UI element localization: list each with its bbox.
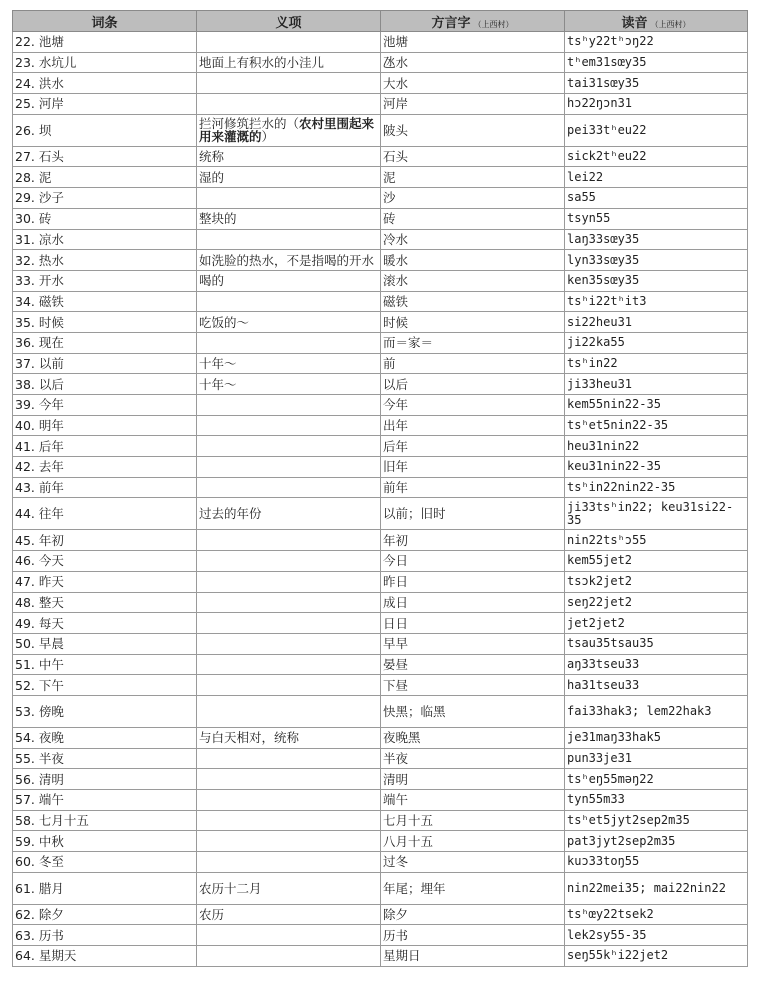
meaning-cell: 整块的 (197, 208, 381, 229)
meaning-cell (197, 436, 381, 457)
table-row (13, 374, 748, 395)
entry-cell: 22. 池塘 (13, 32, 197, 53)
reading-cell: si22heu31 (565, 312, 748, 333)
dialect-cell: 日日 (381, 613, 565, 634)
dialect-cell: 时候 (381, 312, 565, 333)
reading-cell: pat3jyt2sep2m35 (565, 831, 748, 852)
reading-cell: heu31nin22 (565, 436, 748, 457)
meaning-cell (197, 188, 381, 209)
meaning-cell: 过去的年份 (197, 498, 381, 530)
meaning-cell: 湿的 (197, 167, 381, 188)
entry-cell: 32. 热水 (13, 250, 197, 271)
meaning-cell (197, 395, 381, 416)
table-row (13, 395, 748, 416)
reading-cell: ji33tsʰin22; keu31si22-35 (565, 498, 748, 530)
reading-cell: lei22 (565, 167, 748, 188)
table-row (13, 852, 748, 873)
entry-cell: 23. 水坑儿 (13, 52, 197, 73)
meaning-cell (197, 592, 381, 613)
header-reading-sub: （上西村） (650, 19, 691, 29)
meaning-cell: 十年～ (197, 374, 381, 395)
dialect-cell: 陂头 (381, 114, 565, 146)
table-row (13, 250, 748, 271)
reading-cell: fai33hak3; lem22hak3 (565, 695, 748, 727)
meaning-cell (197, 613, 381, 634)
entry-cell: 56. 清明 (13, 769, 197, 790)
table-row (13, 291, 748, 312)
dialect-cell: 后年 (381, 436, 565, 457)
dialect-cell: 滚水 (381, 270, 565, 291)
meaning-cell (197, 790, 381, 811)
reading-cell: kem55nin22-35 (565, 395, 748, 416)
reading-cell: pun33je31 (565, 748, 748, 769)
reading-cell: kem55jet2 (565, 551, 748, 572)
table-row (13, 790, 748, 811)
entry-cell: 47. 昨天 (13, 571, 197, 592)
entry-cell: 57. 端午 (13, 790, 197, 811)
reading-cell: tsyn55 (565, 208, 748, 229)
reading-cell: seŋ22jet2 (565, 592, 748, 613)
entry-cell: 52. 下午 (13, 675, 197, 696)
reading-cell: tai31sœy35 (565, 73, 748, 94)
dialect-cell: 河岸 (381, 94, 565, 115)
reading-cell: tsʰin22 (565, 353, 748, 374)
entry-cell: 63. 历书 (13, 925, 197, 946)
entry-cell: 59. 中秋 (13, 831, 197, 852)
table-row (13, 810, 748, 831)
header-dialect-sub: （上西村） (473, 19, 514, 29)
vocabulary-table (12, 10, 748, 967)
reading-cell: tsʰin22nin22-35 (565, 477, 748, 498)
header-dialect-label: 方言字 (431, 15, 471, 31)
entry-cell: 64. 星期天 (13, 946, 197, 967)
entry-cell: 39. 今年 (13, 395, 197, 416)
dialect-cell: 快黑；临黑 (381, 695, 565, 727)
meaning-cell (197, 114, 381, 146)
reading-cell: ken35sœy35 (565, 270, 748, 291)
meaning-cell (197, 748, 381, 769)
dialect-cell: 以后 (381, 374, 565, 395)
entry-cell: 25. 河岸 (13, 94, 197, 115)
entry-cell: 24. 洪水 (13, 73, 197, 94)
dialect-cell: 年尾；埋年 (381, 872, 565, 904)
table-row (13, 332, 748, 353)
table-row (13, 457, 748, 478)
entry-cell: 37. 以前 (13, 353, 197, 374)
entry-cell: 28. 泥 (13, 167, 197, 188)
dialect-cell: 清明 (381, 769, 565, 790)
table-header (13, 11, 748, 32)
reading-cell: nin22mei35; mai22nin22 (565, 872, 748, 904)
table-row (13, 498, 748, 530)
meaning-cell (197, 571, 381, 592)
table-row (13, 312, 748, 333)
meaning-cell (197, 73, 381, 94)
dialect-cell: 石头 (381, 146, 565, 167)
meaning-cell: 与白天相对，统称 (197, 727, 381, 748)
meaning-cell (197, 946, 381, 967)
dialect-cell: 磁铁 (381, 291, 565, 312)
header-meaning-label: 义项 (275, 15, 302, 31)
table-row (13, 748, 748, 769)
dialect-cell: 氹水 (381, 52, 565, 73)
dialect-cell: 星期日 (381, 946, 565, 967)
dialect-cell: 今日 (381, 551, 565, 572)
reading-cell: tsau35tsau35 (565, 633, 748, 654)
meaning-tail-text: ） (261, 129, 275, 145)
table-row (13, 904, 748, 925)
entry-cell: 43. 前年 (13, 477, 197, 498)
meaning-cell (197, 291, 381, 312)
dialect-cell: 夜晚黑 (381, 727, 565, 748)
reading-cell: tsʰi22tʰit3 (565, 291, 748, 312)
table-row (13, 530, 748, 551)
table-row (13, 675, 748, 696)
dialect-cell: 泥 (381, 167, 565, 188)
meaning-cell (197, 32, 381, 53)
meaning-cell (197, 810, 381, 831)
table-row (13, 188, 748, 209)
reading-cell: kuɔ33toŋ55 (565, 852, 748, 873)
meaning-cell (197, 229, 381, 250)
table-row (13, 208, 748, 229)
entry-cell: 38. 以后 (13, 374, 197, 395)
reading-cell: lek2sy55-35 (565, 925, 748, 946)
entry-cell: 26. 坝 (13, 114, 197, 146)
entry-cell: 27. 石头 (13, 146, 197, 167)
dialect-cell: 大水 (381, 73, 565, 94)
entry-cell: 34. 磁铁 (13, 291, 197, 312)
entry-cell: 46. 今天 (13, 551, 197, 572)
dialect-cell: 晏昼 (381, 654, 565, 675)
header-row (13, 11, 748, 32)
table-row (13, 270, 748, 291)
entry-cell: 62. 除夕 (13, 904, 197, 925)
header-reading (565, 11, 748, 32)
table-row (13, 32, 748, 53)
dialect-cell: 冷水 (381, 229, 565, 250)
meaning-cell (197, 925, 381, 946)
entry-cell: 33. 开水 (13, 270, 197, 291)
meaning-bold-text: 农村里围起来用来灌溉的 (199, 116, 375, 145)
entry-cell: 31. 凉水 (13, 229, 197, 250)
table-row (13, 831, 748, 852)
reading-cell: lyn33sœy35 (565, 250, 748, 271)
dialect-cell: 池塘 (381, 32, 565, 53)
meaning-cell: 农历十二月 (197, 872, 381, 904)
dialect-cell: 除夕 (381, 904, 565, 925)
entry-cell: 40. 明年 (13, 415, 197, 436)
reading-cell: jet2jet2 (565, 613, 748, 634)
entry-cell: 54. 夜晚 (13, 727, 197, 748)
header-entry-label: 词条 (91, 15, 118, 31)
reading-cell: tyn55m33 (565, 790, 748, 811)
header-meaning (197, 11, 381, 32)
dialect-cell: 历书 (381, 925, 565, 946)
meaning-cell (197, 415, 381, 436)
table-row (13, 229, 748, 250)
header-reading-label: 读音 (621, 15, 648, 31)
entry-cell: 49. 每天 (13, 613, 197, 634)
dialect-cell: 暖水 (381, 250, 565, 271)
dialect-cell: 前 (381, 353, 565, 374)
dialect-cell: 八月十五 (381, 831, 565, 852)
table-row (13, 571, 748, 592)
dialect-cell: 砖 (381, 208, 565, 229)
table-row (13, 52, 748, 73)
table-row (13, 167, 748, 188)
table-row (13, 415, 748, 436)
reading-cell: tsʰy22tʰɔŋ22 (565, 32, 748, 53)
table-row (13, 592, 748, 613)
table-row (13, 769, 748, 790)
table-row (13, 695, 748, 727)
dialect-cell: 今年 (381, 395, 565, 416)
entry-cell: 42. 去年 (13, 457, 197, 478)
dialect-cell: 成日 (381, 592, 565, 613)
entry-cell: 58. 七月十五 (13, 810, 197, 831)
entry-cell: 36. 现在 (13, 332, 197, 353)
reading-cell: seŋ55kʰi22jet2 (565, 946, 748, 967)
meaning-cell (197, 332, 381, 353)
dialect-cell: 以前；旧时 (381, 498, 565, 530)
meaning-cell (197, 457, 381, 478)
meaning-cell (197, 769, 381, 790)
meaning-cell: 地面上有积水的小洼儿 (197, 52, 381, 73)
reading-cell: nin22tsʰɔ55 (565, 530, 748, 551)
header-dialect (381, 11, 565, 32)
reading-cell: tʰem31sœy35 (565, 52, 748, 73)
entry-cell: 44. 往年 (13, 498, 197, 530)
table-body (13, 32, 748, 967)
entry-cell: 30. 砖 (13, 208, 197, 229)
entry-cell: 35. 时候 (13, 312, 197, 333)
entry-cell: 55. 半夜 (13, 748, 197, 769)
dialect-cell: 旧年 (381, 457, 565, 478)
reading-cell: tsʰet5nin22-35 (565, 415, 748, 436)
table-row (13, 872, 748, 904)
meaning-cell: 如洗脸的热水，不是指喝的开水 (197, 250, 381, 271)
reading-cell: ha31tseu33 (565, 675, 748, 696)
table-row (13, 114, 748, 146)
meaning-cell: 农历 (197, 904, 381, 925)
meaning-cell (197, 695, 381, 727)
meaning-cell (197, 94, 381, 115)
meaning-cell (197, 654, 381, 675)
dialect-cell: 七月十五 (381, 810, 565, 831)
meaning-cell (197, 633, 381, 654)
dialect-cell: 前年 (381, 477, 565, 498)
table-row (13, 946, 748, 967)
meaning-cell (197, 530, 381, 551)
reading-cell: ji33heu31 (565, 374, 748, 395)
reading-cell: tsʰet5jyt2sep2m35 (565, 810, 748, 831)
dialect-cell: 端午 (381, 790, 565, 811)
dialect-cell: 下昼 (381, 675, 565, 696)
table-row (13, 613, 748, 634)
meaning-cell (197, 551, 381, 572)
table-row (13, 727, 748, 748)
reading-cell: laŋ33sœy35 (565, 229, 748, 250)
table-row (13, 436, 748, 457)
dialect-cell: 出年 (381, 415, 565, 436)
table-row (13, 73, 748, 94)
reading-cell: sick2tʰeu22 (565, 146, 748, 167)
dialect-cell: 昨日 (381, 571, 565, 592)
meaning-cell: 喝的 (197, 270, 381, 291)
header-entry (13, 11, 197, 32)
meaning-text: 拦河修筑拦水的（ (199, 116, 300, 132)
reading-cell: tsɔk2jet2 (565, 571, 748, 592)
meaning-cell (197, 831, 381, 852)
reading-cell: keu31nin22-35 (565, 457, 748, 478)
meaning-cell: 十年～ (197, 353, 381, 374)
dialect-cell: 而＝家＝ (381, 332, 565, 353)
table-row (13, 353, 748, 374)
meaning-cell: 统称 (197, 146, 381, 167)
reading-cell: tsʰœy22tsek2 (565, 904, 748, 925)
meaning-cell (197, 675, 381, 696)
table-row (13, 633, 748, 654)
reading-cell: sa55 (565, 188, 748, 209)
entry-cell: 53. 傍晚 (13, 695, 197, 727)
entry-cell: 51. 中午 (13, 654, 197, 675)
entry-cell: 61. 腊月 (13, 872, 197, 904)
table-row (13, 477, 748, 498)
meaning-cell (197, 477, 381, 498)
table-row (13, 146, 748, 167)
entry-cell: 60. 冬至 (13, 852, 197, 873)
reading-cell: hɔ22ŋɔn31 (565, 94, 748, 115)
table-row (13, 94, 748, 115)
table-row (13, 551, 748, 572)
reading-cell: tsʰeŋ55məŋ22 (565, 769, 748, 790)
meaning-cell: 吃饭的～ (197, 312, 381, 333)
entry-cell: 50. 早晨 (13, 633, 197, 654)
table-row (13, 654, 748, 675)
table-row (13, 925, 748, 946)
entry-cell: 45. 年初 (13, 530, 197, 551)
entry-cell: 48. 整天 (13, 592, 197, 613)
reading-cell: je31maŋ33hak5 (565, 727, 748, 748)
dialect-cell: 早早 (381, 633, 565, 654)
entry-cell: 29. 沙子 (13, 188, 197, 209)
meaning-cell (197, 852, 381, 873)
entry-cell: 41. 后年 (13, 436, 197, 457)
reading-cell: ji22ka55 (565, 332, 748, 353)
reading-cell: pei33tʰeu22 (565, 114, 748, 146)
dialect-cell: 半夜 (381, 748, 565, 769)
dialect-cell: 年初 (381, 530, 565, 551)
dialect-cell: 过冬 (381, 852, 565, 873)
reading-cell: aŋ33tseu33 (565, 654, 748, 675)
dialect-cell: 沙 (381, 188, 565, 209)
